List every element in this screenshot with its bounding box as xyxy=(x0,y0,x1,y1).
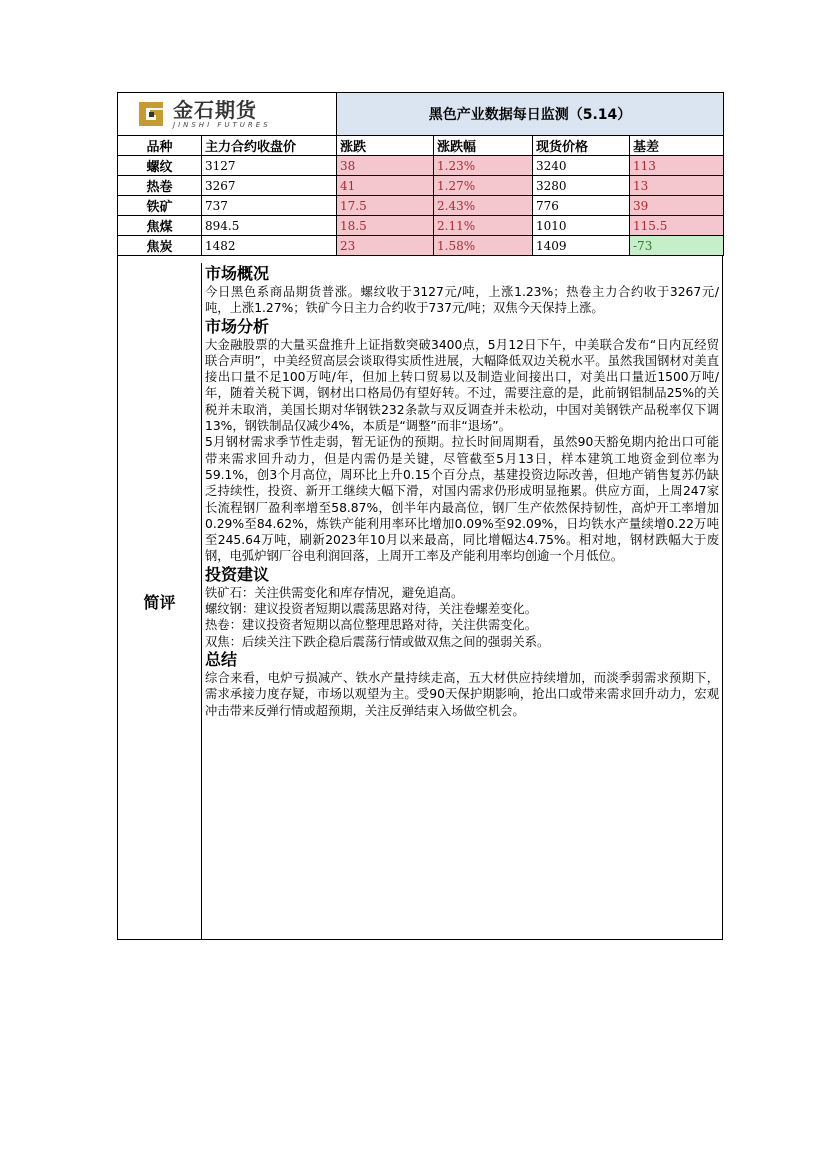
logo-mark-icon xyxy=(135,98,167,130)
price-table xyxy=(117,92,724,256)
close-price: 1482 xyxy=(202,236,337,256)
price-change-pct: 1.27% xyxy=(434,176,533,196)
col-header-basis: 基差 xyxy=(630,136,724,156)
company-logo xyxy=(121,93,333,135)
spot-price: 776 xyxy=(533,196,630,216)
col-header-pct: 涨跌幅 xyxy=(434,136,533,156)
price-change: 41 xyxy=(337,176,434,196)
spot-price: 3240 xyxy=(533,156,630,176)
variety-name: 铁矿 xyxy=(118,196,202,216)
column-header-row xyxy=(118,136,724,156)
table-row xyxy=(118,236,724,256)
col-header-spot: 现货价格 xyxy=(533,136,630,156)
close-price: 3267 xyxy=(202,176,337,196)
variety-name: 焦炭 xyxy=(118,236,202,256)
variety-name: 螺纹 xyxy=(118,156,202,176)
section-heading-market-overview: 市场概况 xyxy=(205,264,270,283)
price-change-pct: 2.11% xyxy=(434,216,533,236)
spot-price: 1010 xyxy=(533,216,630,236)
advice-iron-ore: 铁矿石：关注供需变化和库存情况，避免追高。 xyxy=(205,585,464,600)
table-row xyxy=(118,216,724,236)
market-analysis-paragraph: 大金融股票的大量买盘推升上证指数突破3400点，5月12日下午，中美联合发布“日内瓦经贸联合声明”，中美经贸高层会谈取得实质性进展，大幅降低双边关税水平。虽然我国钢材对美直接出口量不足100万吨/年，但加上转口贸易以及制造业间接出口，对美出口量近1500万吨/年，随着关税下调，钢材出口格局仍有望好转。不过，需要注意的是，此前钢铝制品25%的关税并未取消，美国长期对华钢铁232条款与双反调查并未松动，中国对美钢铁产品税率仅下调13%，钢铁制品仅减少4%，本质是“调整”而非“退场”。 xyxy=(205,337,719,434)
col-header-close: 主力合约收盘价 xyxy=(202,136,337,156)
advice-coal-coke: 双焦：后续关注下跌企稳后震荡行情或做双焦之间的强弱关系。 xyxy=(205,634,550,649)
table-row xyxy=(118,196,724,216)
section-heading-summary: 总结 xyxy=(205,649,238,669)
col-header-change: 涨跌 xyxy=(337,136,434,156)
header-row xyxy=(118,93,724,136)
close-price: 3127 xyxy=(202,156,337,176)
section-heading-investment-advice: 投资建议 xyxy=(205,564,270,584)
price-change-pct: 2.43% xyxy=(434,196,533,216)
price-change: 38 xyxy=(337,156,434,176)
spot-price: 1409 xyxy=(533,236,630,256)
price-change: 17.5 xyxy=(337,196,434,216)
price-change-pct: 1.58% xyxy=(434,236,533,256)
basis-value: 115.5 xyxy=(630,216,724,236)
col-header-variety: 品种 xyxy=(118,136,202,156)
variety-name: 热卷 xyxy=(118,176,202,196)
price-change: 18.5 xyxy=(337,216,434,236)
review-body xyxy=(205,264,719,719)
basis-value: 113 xyxy=(630,156,724,176)
logo-chinese-name: 金石期货 xyxy=(173,97,257,122)
market-analysis-paragraph: 5月钢材需求季节性走弱，暂无证伪的预期。拉长时间周期看，虽然90天豁免期内抢出口可能带来需求回升动力，但是内需仍是关键，尽管截至5月13日，样本建筑工地资金到位率为59.1%，创3个月高位，周环比上升0.15个百分点，基建投资边际改善，但地产销售复苏仍缺乏持续性，投资、新开工继续大幅下滑，对国内需求仍形成明显拖累。供应方面，上周247家长流程钢厂盈利率增至58.87%，创半年内最高位，钢厂生产依然保持韧性，高炉开工率增加0.29%至84.62%，炼铁产能利用率环比增加0.09%至92.09%，日均铁水产量续增0.22万吨至245.64万吨，刷新2023年10月以来最高，同比增幅达4.75%。相对地，钢材跌幅大于废钢，电弧炉钢厂谷电利润回落，上周开工率及产能利用率均创逾一个月低位。 xyxy=(205,435,719,564)
close-price: 894.5 xyxy=(202,216,337,236)
price-change-pct: 1.23% xyxy=(434,156,533,176)
section-heading-market-analysis: 市场分析 xyxy=(205,316,270,336)
report-title: 黑色产业数据每日监测（5.14） xyxy=(337,93,724,136)
table-row xyxy=(118,176,724,196)
advice-hot-coil: 热卷：建议投资者短期以高位整理思路对待，关注供需变化。 xyxy=(205,618,538,633)
price-change: 23 xyxy=(337,236,434,256)
close-price: 737 xyxy=(202,196,337,216)
basis-value: 13 xyxy=(630,176,724,196)
logo-english-name: JINSHI FUTURES xyxy=(173,120,271,129)
market-overview-text: 今日黑色系商品期货普涨。螺纹收于3127元/吨，上涨1.23%；热卷主力合约收于3267元/吨，上涨1.27%；铁矿今日主力合约收于737元/吨；双焦今天保持上涨。 xyxy=(205,285,719,316)
logo-cell xyxy=(118,93,337,136)
advice-rebar: 螺纹钢：建议投资者短期以震荡思路对待，关注卷螺差变化。 xyxy=(205,602,538,617)
review-label: 简评 xyxy=(118,263,202,939)
basis-value: -73 xyxy=(630,236,724,256)
summary-text: 综合来看，电炉亏损减产、铁水产量持续走高，五大材供应持续增加，而淡季弱需求预期下，需求承接力度存疑，市场以观望为主。受90天保护期影响，抢出口或带来需求回升动力，宏观冲击带来反弹行情或超预期，关注反弹结束入场做空机会。 xyxy=(205,670,719,718)
variety-name: 焦煤 xyxy=(118,216,202,236)
table-row xyxy=(118,156,724,176)
spot-price: 3280 xyxy=(533,176,630,196)
basis-value: 39 xyxy=(630,196,724,216)
